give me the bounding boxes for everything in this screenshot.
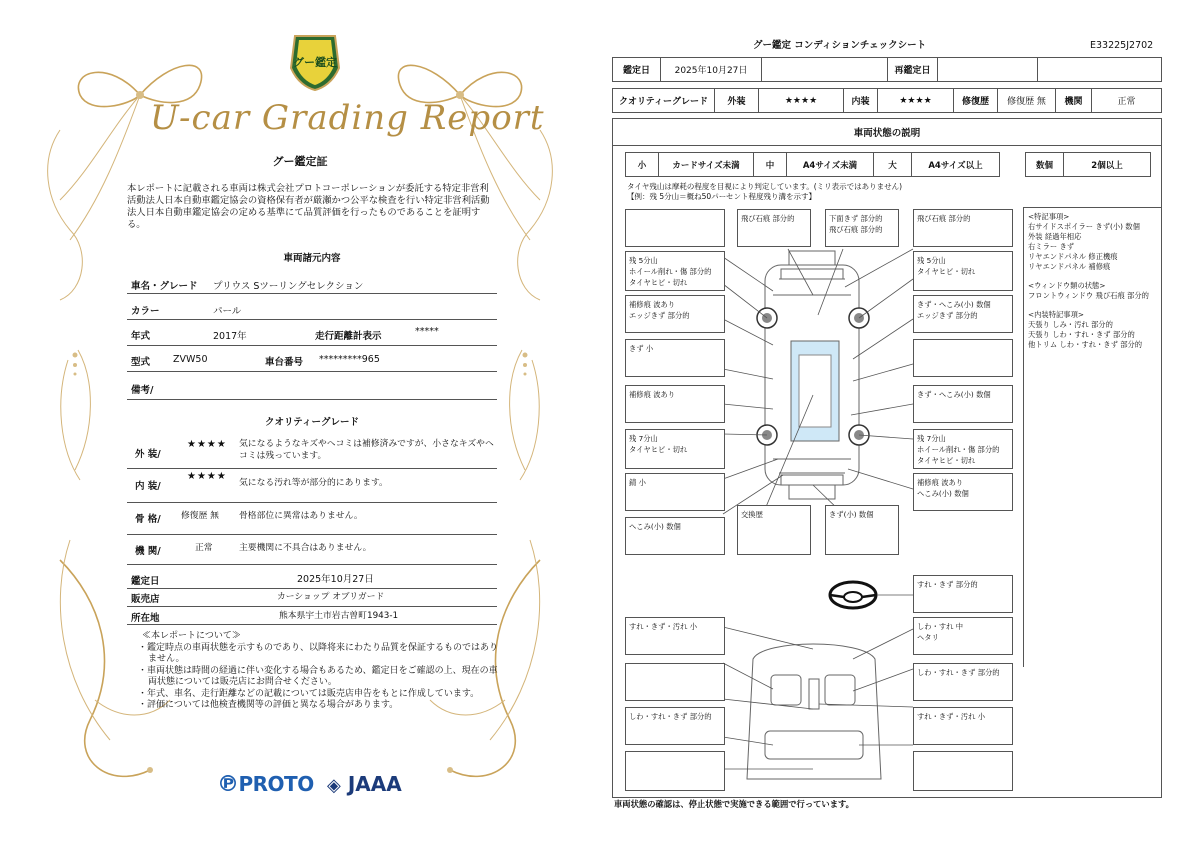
spec-row-model	[127, 346, 497, 372]
check-box-left-rear-fender: 錆 小	[625, 473, 725, 511]
window-remarks: <ウィンドウ類の状態> フロントウィンドウ 飛び石痕 部分的	[1028, 281, 1149, 300]
quality-grade-table	[612, 88, 1162, 113]
mileage-label: 走行距離計表示	[315, 331, 382, 342]
date-label: 鑑定日	[613, 58, 661, 81]
chassis-value: *********965	[319, 354, 380, 365]
check-box-right-rear-fender: 補修痕 波あり へこみ(小) 数個	[913, 473, 1013, 511]
jaaa-logo: ◈ JAAA	[327, 772, 402, 796]
check-box-rear-right: きず(小) 数個	[825, 505, 899, 555]
legend-small: 小	[626, 153, 659, 176]
quality-row-interior	[127, 469, 497, 503]
logo-text: グー鑑定	[293, 56, 337, 69]
frame-text: 骨格部位に異常はありません。	[239, 511, 363, 521]
engine-value: 正常	[195, 543, 213, 553]
engine-text: 主要機関に不具合はありません。	[239, 543, 372, 553]
footer-note: 車両状態の確認は、停止状態で実施できる範囲で行っています。	[614, 799, 854, 809]
proto-logo: ℗PROTO	[217, 772, 314, 797]
check-box-ceiling: すれ・きず・汚れ 小	[625, 617, 725, 655]
interior-stars: ★★★★	[187, 471, 227, 482]
color-value: パール	[213, 306, 242, 317]
model-value: ZVW50	[173, 354, 208, 365]
check-box-right-front-tire: 残 5分山 タイヤヒビ・切れ	[913, 251, 1013, 291]
mileage-value: *****	[415, 326, 439, 337]
int-value: ★★★★	[878, 89, 954, 112]
legend-large: 大	[874, 153, 912, 176]
check-box-steering: すれ・きず 部分的	[913, 575, 1013, 613]
remarks-label: 備考/	[131, 385, 154, 396]
frame-label: 骨 格/	[135, 514, 161, 525]
check-box-front-left-top	[625, 209, 725, 247]
chassis-label: 車台番号	[265, 357, 304, 368]
tire-example-note: 【例：残 5分山＝概ね50パーセント程度残り溝を示す】	[627, 192, 817, 201]
check-box-right-door-trim: しわ・すれ・きず 部分的	[913, 663, 1013, 701]
vehicle-state-panel	[612, 118, 1162, 798]
grade-label: クオリティーグレード	[613, 89, 715, 112]
shop-row	[127, 589, 497, 607]
spec-section-title: 車両諸元内容	[283, 253, 341, 264]
legend-mid: 中	[754, 153, 787, 176]
tire-note: タイヤ残山は摩耗の程度を目視により判定しています。(ミリ表示ではありません)	[627, 182, 903, 191]
repair-label: 修復歴	[954, 89, 998, 112]
goo-kantei-logo	[287, 30, 343, 92]
engine-label: 機 関/	[135, 546, 161, 557]
check-box-left-rear-bottom: へこみ(小) 数個	[625, 517, 725, 555]
exterior-label: 外 装/	[135, 449, 161, 460]
check-box-right-front-door	[913, 339, 1013, 377]
steering-wheel-icon	[830, 582, 913, 608]
legend-count-desc: 2個以上	[1091, 160, 1123, 171]
interior-remarks: <内装特記事項> 天張り しみ・汚れ 部分的 天張り しわ・すれ・きず 部分的 他トリム しわ・すれ・きず 部分的	[1028, 310, 1143, 349]
reappraisal-value	[938, 58, 1038, 81]
quality-section-title: クオリティーグレード	[264, 417, 360, 428]
quality-row-frame	[127, 503, 497, 535]
check-box-right-fender: きず・へこみ(小) 数個 エッジきず 部分的	[913, 295, 1013, 333]
legend-large-desc: A4サイズ以上	[928, 160, 983, 171]
note-item: ・鑑定時点の車両状態を示すものであり、以降将来にわたり品質を保証するものではありません。	[138, 642, 499, 664]
name-value: プリウス Sツーリングセレクション	[213, 281, 364, 292]
year-value: 2017年	[213, 331, 247, 342]
address-label: 所在地	[131, 613, 160, 624]
check-box-driver-seat: しわ・すれ 中 ヘタリ	[913, 617, 1013, 655]
ext-value: ★★★★	[759, 89, 844, 112]
note-item: ・年式、車名、走行距離などの記載については販売店申告をもとに作成しています。	[138, 688, 480, 699]
model-label: 型式	[131, 357, 151, 368]
note-item: ・評価については他検査機関等の評価と異なる場合があります。	[138, 700, 399, 710]
spec-row-color	[127, 294, 497, 320]
check-box-left-fender: 補修痕 波あり エッジきず 部分的	[625, 295, 725, 333]
frame-value: 修復歴 無	[181, 511, 219, 521]
check-box-rear-seat-left	[625, 751, 725, 791]
check-box-front-glass: 飛び石痕 部分的	[737, 209, 811, 247]
exterior-text: 気になるようなキズやヘコミは補修済みですが、小さなキズやヘコミは残っています。	[239, 439, 494, 461]
spec-row-year	[127, 320, 497, 346]
certificate-text: 本レポートに記載される車両は株式会社プロトコーポレーションが委託する特定非営利活動法人日本自動車鑑定協会の資格保有者が厳瀬かつ公平な検査を行い特定非営利活動法人日本自動車鑑定協会の定める基準にて品質評価を行ったものであることを証明する。	[127, 183, 490, 230]
check-box-left-front-door: きず 小	[625, 339, 725, 377]
check-box-rear-left: 交換歴	[737, 505, 811, 555]
ext-label: 外装	[715, 89, 759, 112]
exterior-car-diagram	[723, 249, 913, 514]
check-box-front-right-top: 飛び石痕 部分的	[913, 209, 1013, 247]
date-empty	[762, 58, 888, 81]
appraisal-date-value: 2025年10月27日	[297, 574, 374, 585]
quality-row-engine	[127, 535, 497, 565]
certificate-title: グー鑑定証	[272, 155, 328, 168]
report-title: U-car Grading Report	[150, 98, 545, 138]
legend-mid-desc: A4サイズ未満	[787, 153, 874, 176]
address-value: 熊本県宇土市岩古曽町1943-1	[279, 611, 399, 621]
sheet-title: グー鑑定 コンディションチェックシート	[753, 40, 927, 51]
condition-check-sheet	[600, 0, 1200, 848]
engine-value: 正常	[1117, 97, 1136, 107]
legend-small-desc: カードサイズ未満	[659, 153, 754, 176]
appraisal-date-table	[612, 57, 1162, 82]
notes-title: ≪本レポートについて≫	[142, 631, 241, 641]
check-box-front-under: 下面きず 部分的 飛び石痕 部分的	[825, 209, 899, 247]
interior-seat-diagram	[723, 627, 913, 779]
year-label: 年式	[131, 331, 151, 342]
reappraisal-empty	[1038, 58, 1161, 81]
check-box-left-rear-tire: 残 7分山 タイヤヒビ・切れ	[625, 429, 725, 469]
interior-label: 内 装/	[135, 481, 161, 492]
engine-label: 機関	[1056, 89, 1092, 112]
name-label: 車名・グレード	[131, 281, 198, 292]
document-code: E33225J2702	[1090, 40, 1154, 51]
check-box-right-rear-door: きず・へこみ(小) 数個	[913, 385, 1013, 423]
legend-count: 数個	[1026, 153, 1064, 176]
check-box-console: すれ・きず・汚れ 小	[913, 707, 1013, 745]
reappraisal-label: 再鑑定日	[888, 58, 938, 81]
note-item: ・車両状態は時間の経過に伴い変化する場合もあるため、鑑定日をご確認の上、現在の車両状態については販売店にお問合せください。	[138, 665, 498, 687]
spec-row-name	[127, 270, 497, 294]
appraisal-date-label: 鑑定日	[131, 576, 160, 587]
spec-row-remarks	[127, 372, 497, 400]
address-row	[127, 607, 497, 625]
interior-text: 気になる汚れ等が部分的にあります。	[239, 478, 388, 488]
color-label: カラー	[131, 306, 160, 317]
remarks-panel	[1023, 207, 1162, 667]
appraisal-date-row	[127, 567, 497, 589]
repair-value: 修復歴 無	[998, 89, 1056, 112]
date-value: 2025年10月27日	[661, 58, 762, 81]
exterior-stars: ★★★★	[187, 439, 227, 450]
shop-label: 販売店	[131, 594, 160, 605]
state-title: 車両状態の説明	[613, 119, 1161, 146]
check-box-right-rear-tire: 残 7分山 ホイール削れ・傷 部分的 タイヤヒビ・切れ	[913, 429, 1013, 469]
check-box-rear-seat-right	[913, 751, 1013, 791]
report-notes	[138, 631, 498, 712]
check-box-left-door-trim	[625, 663, 725, 701]
shop-value: カーショップ オブリガード	[277, 592, 385, 602]
special-remarks: <特記事項> 右サイドスポイラー きず(小) 数個 外装 経過年相応 右ミラー きず リヤエンドパネル 修正機痕 リヤエンドパネル 補修痕	[1028, 212, 1140, 271]
check-box-left-front-tire: 残 5分山 ホイール削れ・傷 部分的 タイヤヒビ・切れ	[625, 251, 725, 291]
quality-row-exterior	[127, 433, 497, 469]
int-label: 内装	[844, 89, 878, 112]
check-box-passenger-seat: しわ・すれ・きず 部分的	[625, 707, 725, 745]
check-box-left-rear-door: 補修痕 波あり	[625, 385, 725, 423]
